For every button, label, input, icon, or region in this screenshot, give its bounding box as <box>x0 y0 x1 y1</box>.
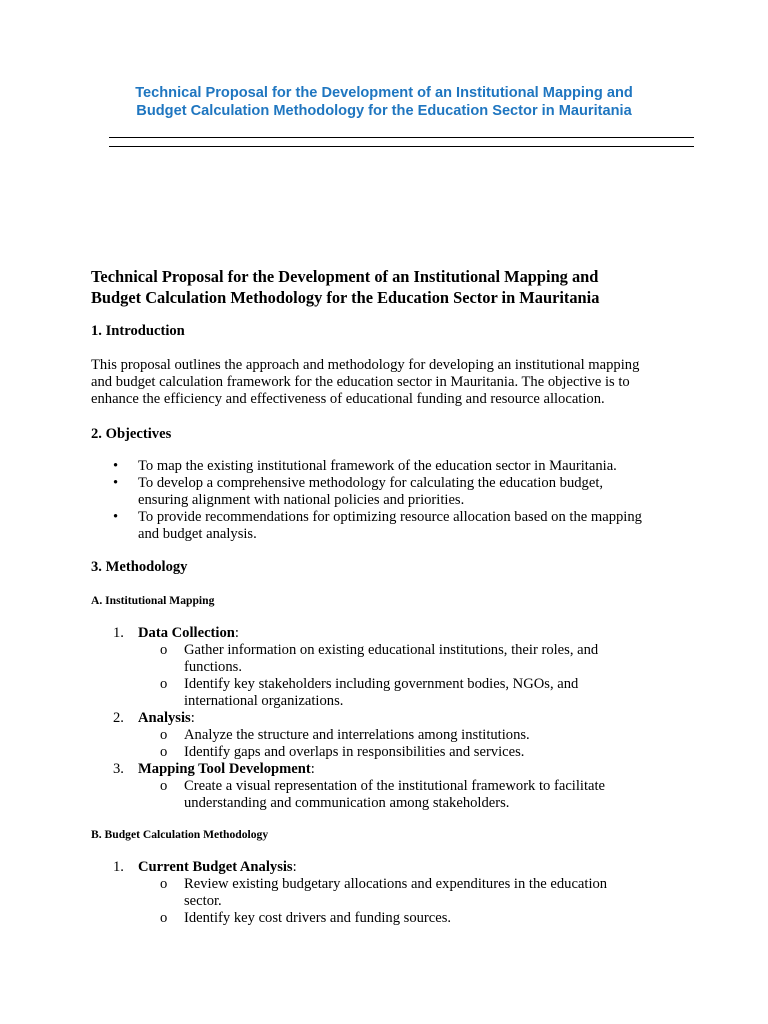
header-title-line: Budget Calculation Methodology for the Education Sector in Mauritania <box>136 103 632 119</box>
sub-list-item: o Create a visual representation of the institutional framework to facilitate understanding and communication among stakeholders. <box>160 778 606 811</box>
introduction-heading: 1. Introduction <box>91 323 185 339</box>
numbered-step: 2. Analysis: o Analyze the structure and interrelations among institutions. o Identify gaps and overlaps in responsibilities and services. <box>91 710 691 761</box>
list-item: • To provide recommendations for optimizing resource allocation based on the mapping and budget analysis. <box>113 509 642 542</box>
numbered-step: 3. Mapping Tool Development: o Create a visual representation of the institutional framework to facilitate understanding and communication among stakeholders. <box>91 761 691 812</box>
numbered-step: 1. Data Collection: o Gather information on existing educational institutions, their roles, and functions. o Identify key stakeholders including government bodies, NGOs, and international organizations. <box>91 625 691 710</box>
sub-list-item: o Identify key cost drivers and funding sources. <box>160 910 452 926</box>
header-divider <box>109 137 694 138</box>
step-label: Data Collection <box>138 625 235 641</box>
step-label: Current Budget Analysis <box>138 859 293 875</box>
hollow-bullet-icon: o <box>160 910 168 926</box>
budget-methodology-heading: B. Budget Calculation Methodology <box>91 828 269 841</box>
step-label: Mapping Tool Development <box>138 761 311 777</box>
bullet-icon: • <box>113 509 119 525</box>
page-header-title <box>0 84 768 120</box>
step-number: 2. <box>113 710 124 726</box>
document-title <box>91 266 691 308</box>
sub-list <box>138 778 691 812</box>
header-divider <box>109 146 694 147</box>
step-number: 1. <box>113 625 124 641</box>
document-title-line: Technical Proposal for the Development of an Institutional Mapping and <box>91 267 599 286</box>
hollow-bullet-icon: o <box>160 642 168 658</box>
sub-list <box>138 876 691 927</box>
sub-list-item: o Analyze the structure and interrelations among institutions. <box>160 727 530 743</box>
hollow-bullet-icon: o <box>160 876 168 892</box>
bullet-icon: • <box>113 475 119 491</box>
step-number: 1. <box>113 859 124 875</box>
sub-list-item: o Identify key stakeholders including government bodies, NGOs, and international organizations. <box>160 676 579 709</box>
sub-list-item: o Identify gaps and overlaps in responsibilities and services. <box>160 744 525 760</box>
paragraph-line: enhance the efficiency and effectiveness of educational funding and resource allocation. <box>91 391 605 407</box>
sub-list-item: o Gather information on existing educational institutions, their roles, and functions. <box>160 642 599 675</box>
header-title-line: Technical Proposal for the Development of an Institutional Mapping and <box>135 85 633 101</box>
hollow-bullet-icon: o <box>160 676 168 692</box>
document-body <box>91 266 691 927</box>
hollow-bullet-icon: o <box>160 778 168 794</box>
hollow-bullet-icon: o <box>160 744 168 760</box>
objectives-heading: 2. Objectives <box>91 426 172 442</box>
document-title-line: Budget Calculation Methodology for the Education Sector in Mauritania <box>91 288 600 307</box>
objectives-list <box>91 458 691 543</box>
numbered-step: 1. Current Budget Analysis: o Review existing budgetary allocations and expenditures in the education sector. o Identify key cost drivers and funding sources. <box>91 859 691 927</box>
bullet-icon: • <box>113 458 119 474</box>
sub-list-item: o Review existing budgetary allocations and expenditures in the education sector. <box>160 876 608 909</box>
sub-list <box>138 642 691 710</box>
institutional-mapping-steps <box>91 625 691 812</box>
methodology-heading: 3. Methodology <box>91 559 188 575</box>
list-item: • To map the existing institutional framework of the education sector in Mauritania. <box>113 458 617 474</box>
hollow-bullet-icon: o <box>160 727 168 743</box>
institutional-mapping-heading: A. Institutional Mapping <box>91 594 215 607</box>
step-number: 3. <box>113 761 124 777</box>
paragraph-line: and budget calculation framework for the education sector in Mauritania. The objective is to <box>91 374 630 390</box>
paragraph-line: This proposal outlines the approach and methodology for developing an institutional mapping <box>91 357 640 373</box>
list-item: • To develop a comprehensive methodology for calculating the education budget, ensuring alignment with national policies and priorities. <box>113 475 604 508</box>
budget-methodology-steps <box>91 859 691 927</box>
introduction-paragraph <box>91 357 691 408</box>
step-label: Analysis <box>138 710 191 726</box>
sub-list <box>138 727 691 761</box>
